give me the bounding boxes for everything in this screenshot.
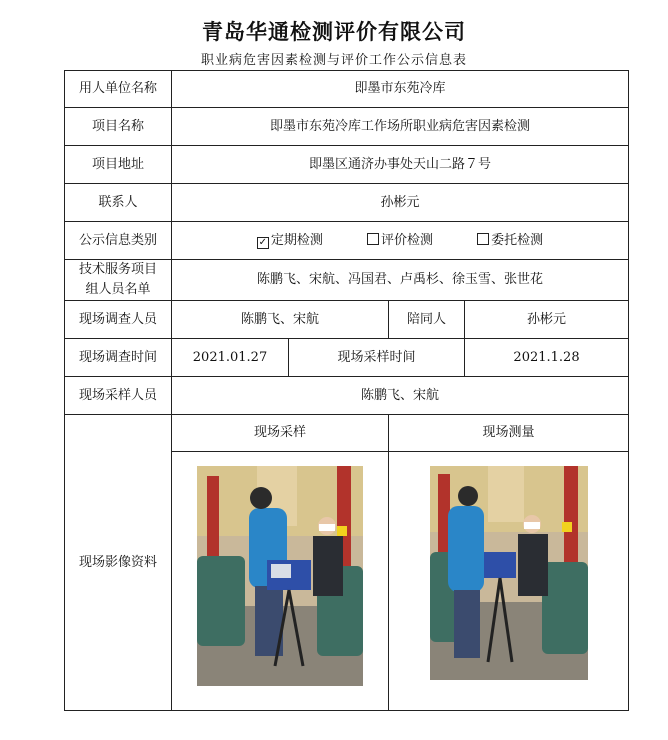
row-survey-time <box>65 339 629 377</box>
contact-label: 联系人 <box>65 184 172 222</box>
photo-cell-measurement <box>389 415 629 711</box>
survey-time-value: 2021.01.27 <box>172 339 289 377</box>
employer-label: 用人单位名称 <box>65 71 172 108</box>
team-label-line2: 组人员名单 <box>85 282 151 297</box>
photo-title-sampling: 现场采样 <box>172 415 388 452</box>
option-periodic-label: 定期检测 <box>270 232 323 248</box>
option-commissioned-label: 委托检测 <box>491 232 544 248</box>
project-name-value: 即墨市东苑冷库工作场所职业病危害因素检测 <box>172 108 629 146</box>
row-sampling-staff <box>65 377 629 415</box>
team-label <box>65 260 172 301</box>
sampling-photo <box>197 466 363 686</box>
row-images <box>65 415 629 711</box>
photo-title-measurement: 现场测量 <box>389 415 628 452</box>
escort-label: 陪同人 <box>389 301 465 339</box>
escort-value: 孙彬元 <box>465 301 629 339</box>
team-value: 陈鹏飞、宋航、冯国君、卢禹杉、徐玉雪、张世花 <box>172 260 629 301</box>
row-project-name <box>65 108 629 146</box>
project-address-value: 即墨区通济办事处天山二路７号 <box>172 146 629 184</box>
photo-cell-sampling <box>172 415 389 711</box>
contact-value: 孙彬元 <box>172 184 629 222</box>
checked-checkbox-icon[interactable]: ✓ <box>258 236 268 248</box>
form-subtitle: 职业病危害因素检测与评价工作公示信息表 <box>200 53 467 68</box>
row-project-address <box>65 146 629 184</box>
category-options <box>172 222 629 260</box>
measurement-photo-image <box>430 466 588 680</box>
row-employer <box>65 71 629 108</box>
measurement-photo <box>430 466 588 680</box>
info-table <box>64 70 629 711</box>
project-name-label: 项目名称 <box>65 108 172 146</box>
row-team <box>65 260 629 301</box>
checkbox-icon[interactable] <box>367 233 379 245</box>
sampling-staff-value: 陈鹏飞、宋航 <box>172 377 629 415</box>
images-label: 现场影像资料 <box>65 415 172 711</box>
survey-time-label: 现场调查时间 <box>65 339 172 377</box>
project-address-label: 项目地址 <box>65 146 172 184</box>
company-title: 青岛华通检测评价有限公司 <box>202 19 466 44</box>
option-evaluation-label: 评价检测 <box>381 232 434 248</box>
team-label-line1: 技术服务项目 <box>78 262 157 277</box>
row-survey-staff <box>65 301 629 339</box>
row-contact <box>65 184 629 222</box>
survey-staff-label: 现场调查人员 <box>65 301 172 339</box>
checkbox-icon[interactable] <box>477 233 489 245</box>
row-category <box>65 222 629 260</box>
survey-staff-value: 陈鹏飞、宋航 <box>172 301 389 339</box>
option-commissioned[interactable] <box>477 231 543 251</box>
category-label: 公示信息类别 <box>65 222 172 260</box>
sampling-time-label: 现场采样时间 <box>289 339 465 377</box>
sampling-time-value: 2021.1.28 <box>465 339 629 377</box>
option-periodic[interactable] <box>257 231 323 251</box>
employer-value: 即墨市东苑冷库 <box>172 71 629 108</box>
sampling-photo-image <box>197 466 363 686</box>
option-evaluation[interactable] <box>367 231 433 251</box>
sampling-staff-label: 现场采样人员 <box>65 377 172 415</box>
